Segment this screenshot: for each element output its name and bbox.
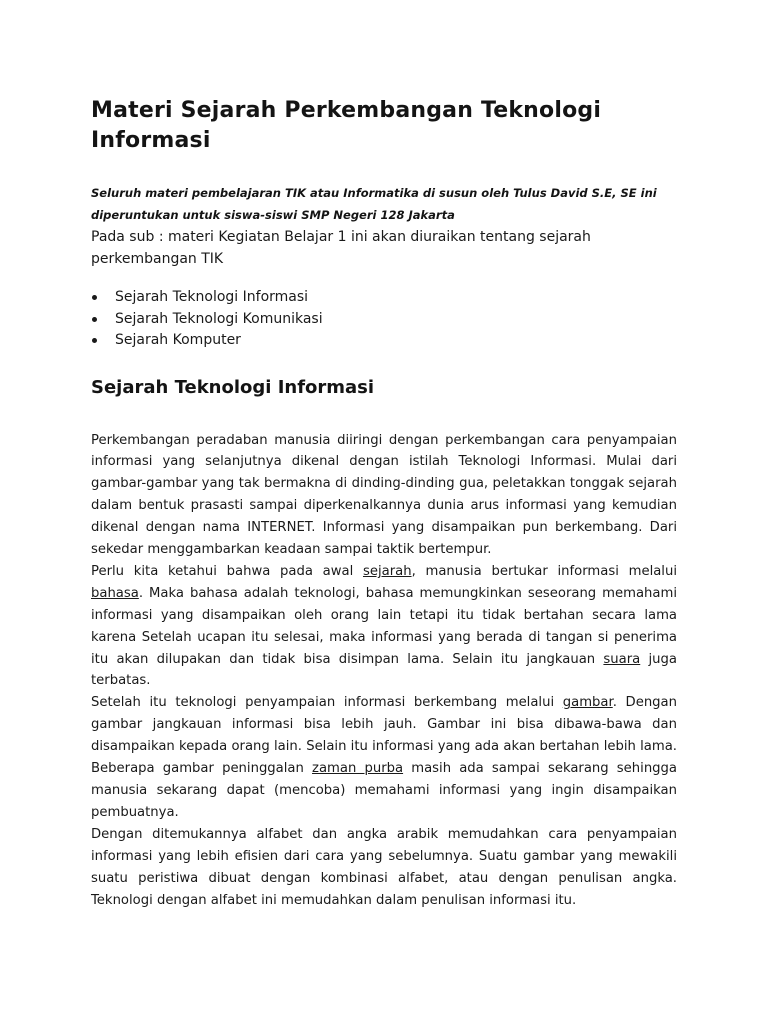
topic-list [91, 287, 677, 352]
bullet-icon [92, 338, 97, 343]
link-bahasa[interactable]: bahasa [91, 585, 139, 601]
paragraph-1: Perkembangan peradaban manusia diiringi dengan perkembangan cara penyampaian informasi yang selanjutnya dikenal dengan istilah Teknologi Informasi. Mulai dari gambar-gambar yang tak bermakna di dinding-dinding gua, peletakkan tonggak sejarah dalam bentuk prasasti sampai diperkenalkannya dunia arus informasi yang kemudian dikenal dengan nama INTERNET. Informasi yang disampaikan pun berkembang. Dari sekedar menggambarkan keadaan sampai taktik bertempur. [91, 432, 677, 558]
bullet-icon [92, 295, 97, 300]
paragraph-text: , manusia bertukar informasi melalui [411, 563, 677, 579]
sub-intro: Pada sub : materi Kegiatan Belajar 1 ini akan diuraikan tentang sejarah perkembangan TIK [91, 229, 591, 267]
topic-label: Sejarah Komputer [115, 332, 241, 348]
link-zaman-purba[interactable]: zaman purba [312, 761, 404, 777]
paragraph-2 [91, 561, 677, 692]
paragraph-text: . Maka bahasa adalah teknologi, bahasa memungkinkan seseorang memahami informasi yang disampaikan oleh orang lain tetapi itu tidak bertahan secara lama karena Setelah ucapan itu selesai, maka informasi yang berada di tangan si penerima itu akan dilupakan dan tidak bisa disimpan lama. Selain itu jangkauan [91, 585, 677, 667]
document-title: Materi Sejarah Perkembangan Teknologi Informasi [91, 98, 602, 153]
author-intro: Seluruh materi pembelajaran TIK atau Informatika di susun oleh Tulus David S.E, SE ini diperuntukan untuk siswa-siswi SMP Negeri 128 Jakarta [91, 186, 657, 222]
paragraph-3 [91, 692, 677, 823]
topic-list-item [91, 287, 677, 309]
topic-label: Sejarah Teknologi Informasi [115, 289, 309, 305]
link-suara[interactable]: suara [603, 651, 641, 667]
paragraph-text: . Dengan gambar jangkauan informasi bisa lebih jauh. Gambar ini bisa dibawa-bawa dan disampaikan kepada orang lain. Selain itu informasi yang ada akan bertahan lebih lama. Beberapa gambar peninggalan [91, 695, 677, 777]
section-heading: Sejarah Teknologi Informasi [91, 376, 375, 398]
paragraph-text: juga terbatas. [91, 651, 677, 689]
paragraph-text: Perlu kita ketahui bahwa pada awal [91, 563, 363, 579]
link-sejarah[interactable]: sejarah [362, 563, 412, 579]
article-body [91, 430, 677, 912]
topic-list-item [91, 330, 677, 352]
bullet-icon [92, 317, 97, 322]
paragraph-text: Setelah itu teknologi penyampaian informasi berkembang melalui [91, 695, 563, 711]
topic-label: Sejarah Teknologi Komunikasi [115, 310, 323, 327]
link-gambar[interactable]: gambar [562, 695, 613, 711]
topic-list-item [91, 309, 677, 331]
paragraph-4: Dengan ditemukannya alfabet dan angka arabik memudahkan cara penyampaian informasi yang lebih efisien dari cara yang sebelumnya. Suatu gambar yang mewakili suatu peristiwa dibuat dengan kombinasi alfabet, atau dengan penulisan angka. Teknologi dengan alfabet ini memudahkan dalam penulisan informasi itu. [91, 826, 677, 908]
paragraph-text: masih ada sampai sekarang sehingga manusia sekarang dapat (mencoba) memahami informasi yang ingin disampaikan pembuatnya. [91, 761, 677, 820]
